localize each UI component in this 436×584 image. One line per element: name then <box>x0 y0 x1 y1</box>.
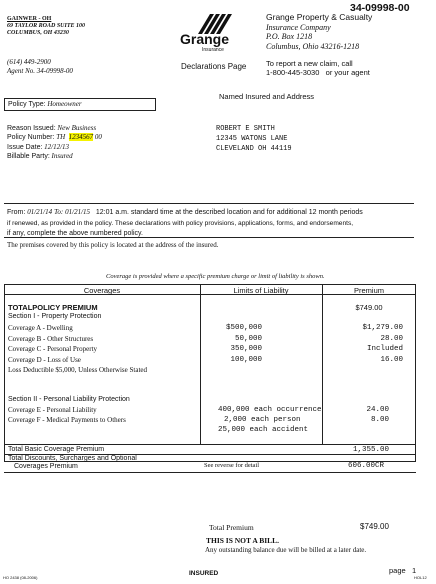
agent-number: Agent No. 34-09998-00 <box>7 67 73 75</box>
insured-city: CLEVELAND OH 44119 <box>216 145 292 153</box>
policy-period <box>7 207 419 240</box>
period-line-1: 12:01 a.m. standard time at the described location and for additional 12 month periods <box>95 209 363 216</box>
agent-contact <box>7 58 73 76</box>
company-line-2: Insurance Company <box>266 22 331 32</box>
agent-address-2: COLUMBUS, OH 43230 <box>7 30 69 36</box>
grange-subword: Insurance <box>202 47 224 53</box>
total-policy-premium-label: TOTALPOLICY PREMIUM <box>8 303 98 312</box>
from-date: 01/21/14 <box>27 208 53 216</box>
section-2-premiums <box>322 405 389 425</box>
coverage-e: Coverage E - Personal Liability <box>8 406 97 414</box>
document-number: 34-09998-00 <box>350 2 410 14</box>
discounts-label-1: Total Discounts, Surcharges and Optional <box>8 455 137 462</box>
loss-deductible: Loss Deductible $5,000, Unless Otherwise Stated <box>8 366 148 374</box>
footer-right-code: HOL12 <box>414 575 427 580</box>
agent-address-1: 69 TAYLOR ROAD SUITE 100 <box>7 23 86 29</box>
section-2-title: Section II - Personal Liability Protection <box>8 396 130 403</box>
company-line-3: P.O. Box 1218 <box>266 32 313 41</box>
insured-street: 12345 WATONS LANE <box>216 135 288 143</box>
grange-logo <box>180 12 240 58</box>
agent-name: GAINWER - OH <box>7 16 52 22</box>
claim-phone: 1-800-445-3030 <box>266 68 320 77</box>
named-insured-header: Named Insured and Address <box>219 92 315 101</box>
coverage-a: Coverage A - Dwelling <box>8 324 73 332</box>
footer-insured: INSURED <box>189 570 219 577</box>
issue-date-value: 12/12/13 <box>44 142 70 151</box>
coverage-b: Coverage B - Other Structures <box>8 334 94 343</box>
policy-type-label: Policy Type: <box>8 101 46 108</box>
total-premium-label: Total Premium <box>209 523 254 532</box>
to-date: 01/21/15 <box>65 208 91 216</box>
billable-value: Insured <box>51 151 73 160</box>
premium-d: 16.00 <box>380 355 403 364</box>
agent-phone: (614) 449-2900 <box>7 58 51 66</box>
policy-number-label: Policy Number: <box>7 134 55 142</box>
agent-block <box>7 16 85 37</box>
reason-label: Reason Issued: <box>7 125 56 132</box>
header-premium: Premium <box>353 286 384 295</box>
header-coverages: Coverages <box>83 286 121 295</box>
total-basic-value: 1,355.00 <box>352 446 389 454</box>
policy-number: 1234567 <box>68 133 94 142</box>
premium-a: $1,279.00 <box>362 324 403 332</box>
insured-name: ROBERT E SMITH <box>216 125 275 133</box>
table-totals-rule <box>4 444 416 445</box>
policy-type-value: Homeowner <box>47 100 82 108</box>
limit-f: 2,000 each person <box>224 416 301 424</box>
company-info <box>266 13 372 51</box>
grange-wordmark: Grange <box>180 31 230 47</box>
section-1-title: Section I - Property Protection <box>8 313 102 320</box>
premises-note: The premises covered by this policy is located at the address of the insured. <box>7 241 219 249</box>
footer-form-code: HO 2438 (08-2006) <box>3 575 38 580</box>
section-1-coverages <box>8 323 147 376</box>
to-label: To: <box>54 208 64 216</box>
issue-date-label: Issue Date: <box>7 143 43 151</box>
period-line-2: if renewed, as provided in the policy. These declarations with policy provisions, applications, forms, and endorsements, <box>7 219 354 227</box>
policy-suffix: 00 <box>94 133 102 142</box>
limit-c: 350,000 <box>230 345 262 353</box>
section-1-limits <box>200 323 262 365</box>
billing-note: Any outstanding balance due will be billed at a later date. <box>205 546 367 554</box>
total-policy-premium-value: $749.00 <box>355 303 383 312</box>
footer-page <box>389 566 416 575</box>
coverage-note: Coverage is provided where a specific premium charge or limit of liability is shown. <box>106 273 325 280</box>
limit-f-accident: 25,000 each accident <box>218 426 309 434</box>
period-line-3: if any, complete the above numbered policy. <box>7 230 143 237</box>
discounts-note: See reverse for detail <box>204 462 260 469</box>
period-bottom-rule <box>4 237 414 238</box>
limit-e: 400,000 each occurrence <box>218 406 322 414</box>
company-line-4: Columbus, Ohio 43216-1218 <box>266 41 360 51</box>
period-top-rule <box>4 203 414 204</box>
section-2-limits <box>218 405 322 435</box>
reason-value: New Business <box>57 124 97 132</box>
table-bottom-rule <box>4 472 416 473</box>
total-basic-label: Total Basic Coverage Premium <box>8 446 105 453</box>
company-name: Grange Property & Casualty <box>266 12 373 22</box>
discounts-value: 606.00CR <box>348 462 385 470</box>
claim-notice-line-2: or your agent <box>325 68 370 77</box>
claim-notice-line-1: To report a new claim, call <box>266 59 353 68</box>
section-2-coverages <box>8 405 126 425</box>
policy-details <box>7 124 102 161</box>
insured-address <box>216 124 292 154</box>
limit-b: 50,000 <box>234 334 262 343</box>
premium-b: 28.00 <box>380 334 403 343</box>
billable-label: Billable Party: <box>7 152 50 160</box>
page-label: page <box>389 566 406 575</box>
limit-a: $500,000 <box>225 324 262 332</box>
discounts-label-2: Coverages Premium <box>14 463 78 470</box>
discounts-label <box>8 455 137 471</box>
limit-d: 100,000 <box>230 355 262 364</box>
premium-e: 24.00 <box>366 406 389 414</box>
header-limits: Limits of Liability <box>233 286 289 295</box>
premium-f: 8.00 <box>370 416 389 424</box>
claim-notice <box>266 59 370 77</box>
total-premium-value: $749.00 <box>360 522 389 531</box>
coverage-c: Coverage C - Personal Property <box>8 345 98 353</box>
page-title: Declarations Page <box>181 62 247 71</box>
section-1-premiums <box>322 323 403 365</box>
from-label: From: <box>7 209 26 216</box>
not-a-bill: THIS IS NOT A BILL. <box>206 536 280 545</box>
page-number: 1 <box>411 566 417 575</box>
policy-prefix: TH <box>56 133 66 142</box>
coverage-d: Coverage D - Loss of Use <box>8 355 81 364</box>
coverage-f: Coverage F - Medical Payments to Others <box>8 416 126 424</box>
policy-type <box>8 100 82 108</box>
premium-c: Included <box>366 345 403 353</box>
